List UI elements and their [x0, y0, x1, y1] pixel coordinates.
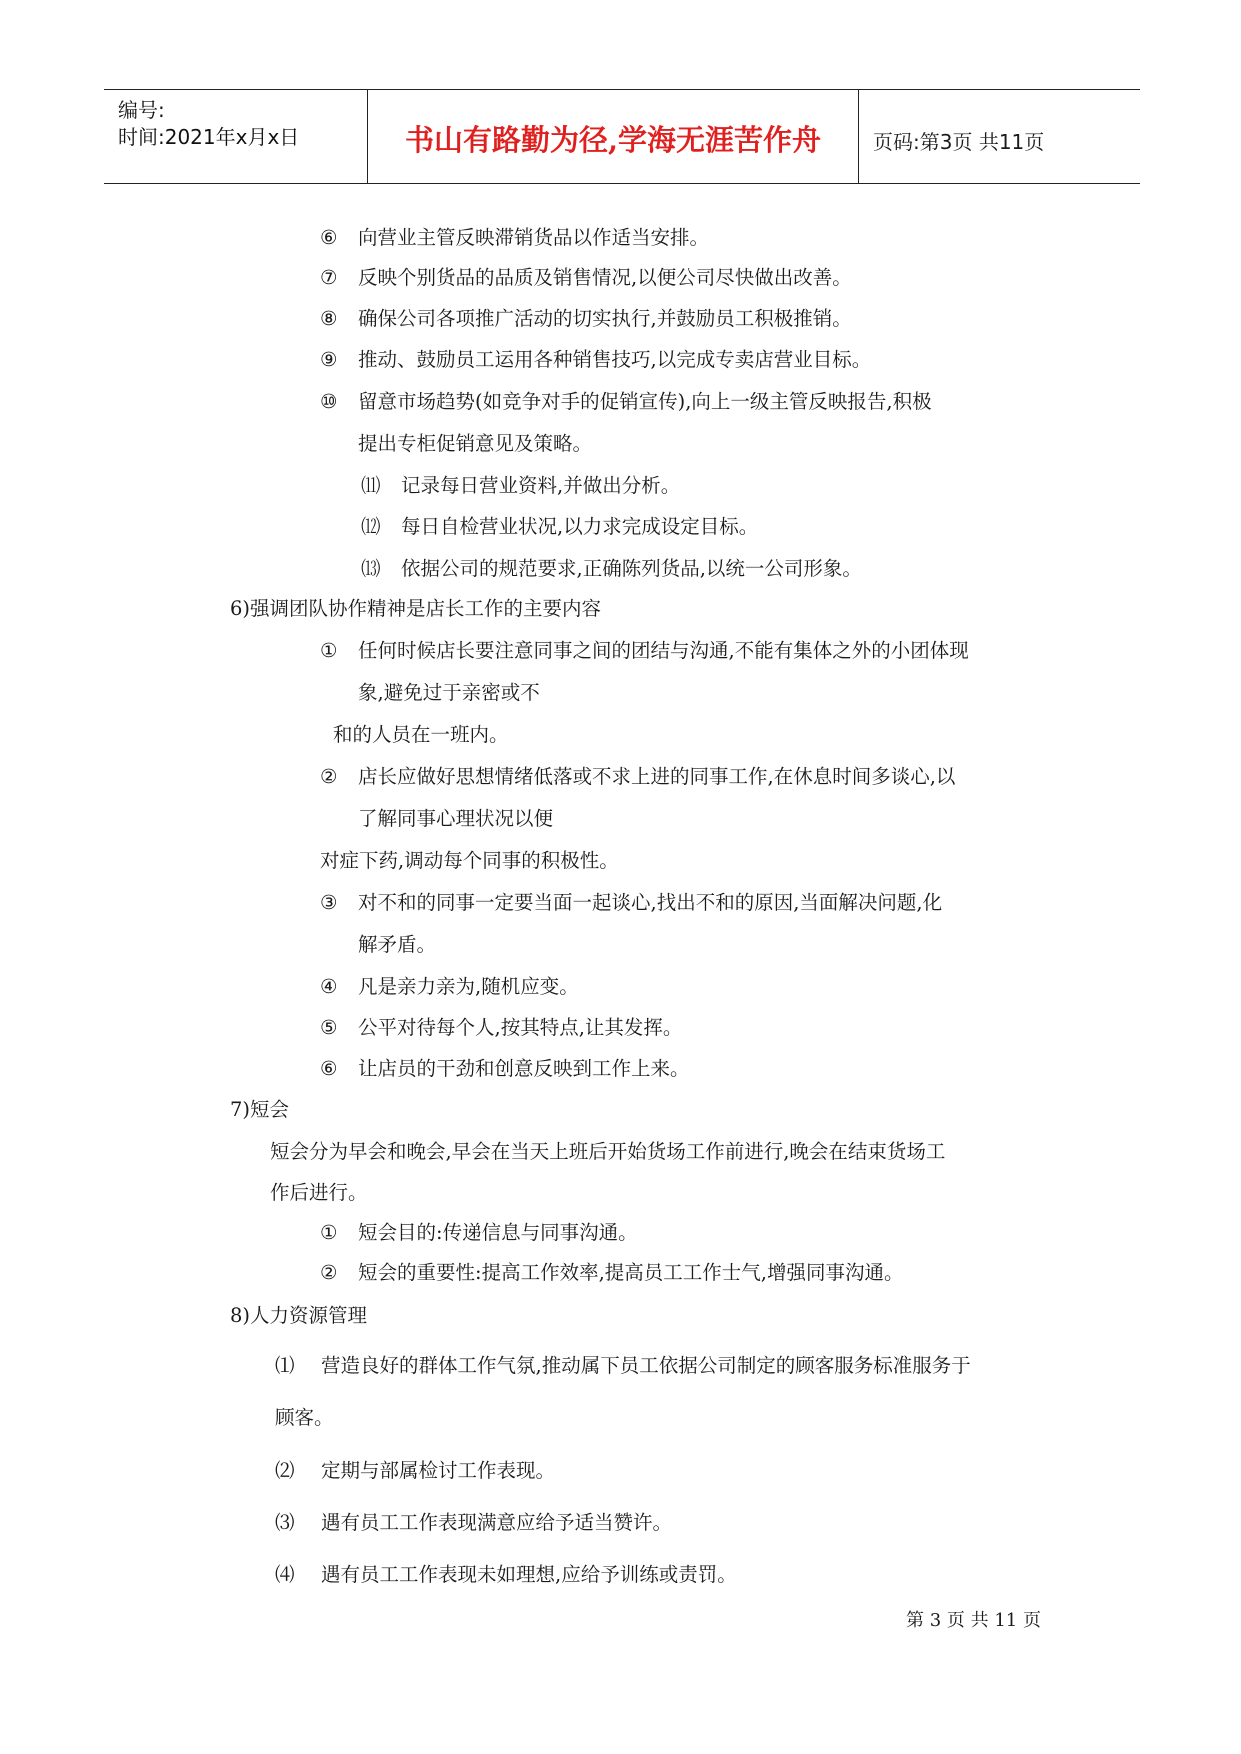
section-heading-text: 8)人力资源管理: [230, 1304, 368, 1327]
list-text: 反映个别货品的品质及销售情况,以便公司尽快做出改善。: [358, 266, 852, 289]
continuation-line: [358, 809, 553, 829]
list-text: 象,避免过于亲密或不: [358, 681, 540, 704]
list-marker: ⒀: [361, 557, 381, 580]
list-marker: ③: [320, 891, 338, 914]
paragraph-text: 短会分为早会和晚会,早会在当天上班后开始货场工作前进行,晚会在结束货场工: [270, 1140, 946, 1163]
list-marker: ⑴: [275, 1354, 295, 1377]
list-marker: ⑩: [320, 390, 338, 413]
continuation-line: [333, 725, 509, 745]
list-text: 留意市场趋势(如竞争对手的促销宣传),向上一级主管反映报告,积极: [358, 390, 932, 413]
list-item: [320, 977, 579, 997]
list-text: 营造良好的群体工作气氛,推动属下员工依据公司制定的顾客服务标准服务于: [321, 1354, 971, 1377]
list-item: [320, 1263, 903, 1283]
header-right-cell: [859, 90, 1140, 183]
list-item: [320, 350, 871, 370]
list-text: 凡是亲力亲为,随机应变。: [358, 975, 579, 998]
paragraph-line: [270, 1183, 368, 1203]
time-label: 时间:2021年x月x日: [118, 125, 300, 149]
section-heading-text: 7)短会: [230, 1098, 290, 1121]
number-label: 编号:: [118, 98, 165, 122]
list-text: 短会的重要性:提高工作效率,提高员工工作士气,增强同事沟通。: [358, 1261, 904, 1284]
list-item: [320, 1018, 682, 1038]
list-text: 顾客。: [275, 1406, 334, 1429]
list-item: [361, 559, 862, 579]
list-text: 推动、鼓励员工运用各种销售技巧,以完成专卖店营业目标。: [358, 348, 872, 371]
list-text: 短会目的:传递信息与同事沟通。: [358, 1221, 638, 1244]
list-text: 记录每日营业资料,并做出分析。: [401, 474, 681, 497]
list-marker: ⑶: [275, 1511, 295, 1534]
list-item: [275, 1461, 555, 1481]
list-item: [320, 228, 709, 248]
list-marker: ⑿: [361, 515, 381, 538]
list-text: 每日自检营业状况,以力求完成设定目标。: [401, 515, 759, 538]
section-heading: [230, 1306, 367, 1326]
list-text: 任何时候店长要注意同事之间的团结与沟通,不能有集体之外的小团体现: [358, 639, 969, 662]
paragraph-text: 作后进行。: [270, 1181, 368, 1204]
continuation-line: [275, 1408, 334, 1428]
continuation-line: [320, 851, 619, 871]
section-heading-text: 6)强调团队协作精神是店长工作的主要内容: [230, 597, 602, 620]
list-marker: ②: [320, 765, 338, 788]
list-item: [275, 1356, 971, 1376]
list-text: 解矛盾。: [358, 933, 437, 956]
continuation-line: [358, 683, 540, 703]
list-text: 遇有员工工作表现满意应给予适当赞许。: [321, 1511, 673, 1534]
header-middle-cell: [367, 90, 859, 183]
list-text: 向营业主管反映滞销货品以作适当安排。: [358, 226, 710, 249]
list-marker: ①: [320, 1221, 338, 1244]
list-marker: ⑦: [320, 266, 338, 289]
list-item: [320, 767, 955, 787]
list-text: 了解同事心理状况以便: [358, 807, 554, 830]
list-text: 店长应做好思想情绪低落或不求上进的同事工作,在休息时间多谈心,以: [358, 765, 956, 788]
list-marker: ⑤: [320, 1016, 338, 1039]
continuation-line: [358, 935, 436, 955]
list-marker: ②: [320, 1261, 338, 1284]
list-item: [320, 268, 852, 288]
motto: 书山有路勤为径,学海无涯苦作舟: [404, 123, 822, 157]
list-item: [361, 517, 758, 537]
list-item: [320, 309, 852, 329]
list-text: 对不和的同事一定要当面一起谈心,找出不和的原因,当面解决问题,化: [358, 891, 943, 914]
list-marker: ⑾: [361, 474, 381, 497]
list-text: 依据公司的规范要求,正确陈列货品,以统一公司形象。: [401, 557, 862, 580]
list-text: 公平对待每个人,按其特点,让其发挥。: [358, 1016, 683, 1039]
list-text: 遇有员工工作表现未如理想,应给予训练或责罚。: [321, 1563, 737, 1586]
document-header: [104, 89, 1140, 184]
header-left-cell: [104, 90, 367, 183]
list-text: 让店员的干劲和创意反映到工作上来。: [358, 1057, 690, 1080]
list-item: [275, 1565, 737, 1585]
continuation-line: [358, 434, 592, 454]
list-text: 确保公司各项推广活动的切实执行,并鼓励员工积极推销。: [358, 307, 852, 330]
list-marker: ⑵: [275, 1459, 295, 1482]
list-marker: ⑷: [275, 1563, 295, 1586]
list-item: [320, 1223, 638, 1243]
page-code: 页码:第3页 共11页: [873, 130, 1045, 154]
section-heading: [230, 599, 601, 619]
list-item: [361, 476, 680, 496]
list-marker: ①: [320, 639, 338, 662]
list-item: [320, 641, 969, 661]
page-footer: 第 3 页 共 11 页: [906, 1610, 1041, 1631]
section-heading: [230, 1100, 289, 1120]
list-marker: ⑨: [320, 348, 338, 371]
list-marker: ⑥: [320, 226, 338, 249]
list-item: [320, 392, 932, 412]
list-item: [320, 893, 942, 913]
list-marker: ⑧: [320, 307, 338, 330]
list-item: [275, 1513, 672, 1533]
list-text: 提出专柜促销意见及策略。: [358, 432, 593, 455]
list-item: [320, 1059, 690, 1079]
list-marker: ⑥: [320, 1057, 338, 1080]
list-text: 和的人员在一班内。: [333, 723, 509, 746]
list-text: 定期与部属检讨工作表现。: [321, 1459, 556, 1482]
paragraph-line: [270, 1142, 945, 1162]
list-text: 对症下药,调动每个同事的积极性。: [320, 849, 619, 872]
list-marker: ④: [320, 975, 338, 998]
